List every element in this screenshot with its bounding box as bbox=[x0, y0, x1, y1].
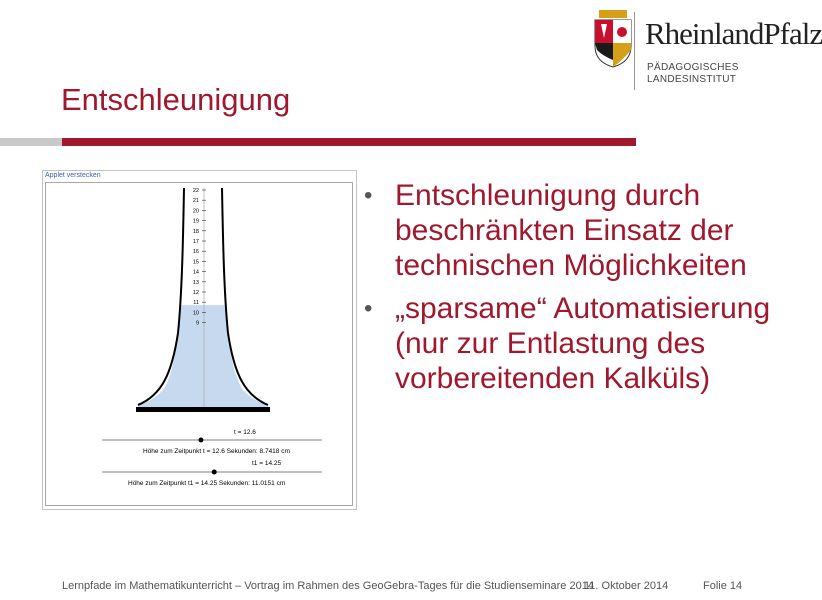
bullet-text: Entschleunigung durch beschränkten Einsatz der technischen Möglichkeiten bbox=[395, 179, 747, 282]
bullet-item bbox=[362, 178, 792, 283]
geogebra-applet[interactable] bbox=[42, 170, 357, 510]
coat-of-arms-icon bbox=[593, 10, 633, 68]
bullet-icon: • bbox=[364, 182, 373, 209]
slider-t1-label: Höhe zum Zeitpunkt t1 = 14.25 Sekunden: 11.0151 cm bbox=[128, 480, 286, 487]
axis-tick-label: 15 bbox=[192, 259, 199, 266]
axis-tick-label: 21 bbox=[192, 198, 199, 205]
axis-tick-label: 22 bbox=[192, 188, 199, 194]
bullet-icon: • bbox=[364, 295, 373, 322]
axis-tick-label: 19 bbox=[192, 218, 199, 225]
axis-tick-label: 17 bbox=[192, 239, 199, 245]
vessel-drawing bbox=[46, 183, 352, 505]
rlp-logo bbox=[593, 10, 822, 90]
slider-t1-knob[interactable] bbox=[212, 470, 217, 475]
logo-subtitle-1: PÄDAGOGISCHES bbox=[647, 62, 739, 73]
axis-tick-label: 20 bbox=[192, 208, 199, 215]
title-underline-gray bbox=[0, 138, 62, 146]
axis-tick-label: 10 bbox=[192, 310, 199, 317]
footer-text: Lernpfade im Mathematikunterricht – Vortrag im Rahmen des GeoGebra-Tages für die Studienseminare 2014 bbox=[62, 580, 594, 592]
slider-t1-value: t1 = 14.25 bbox=[252, 460, 282, 467]
axis-tick-label: 18 bbox=[192, 228, 199, 235]
slider-t-value: t = 12.6 bbox=[234, 429, 256, 436]
bullet-list bbox=[362, 178, 792, 404]
applet-canvas[interactable] bbox=[45, 182, 353, 506]
footer-slide-number: Folie 14 bbox=[703, 580, 743, 592]
axis-tick-label: 9 bbox=[195, 320, 199, 327]
logo-name: RheinlandPfalz bbox=[645, 16, 822, 51]
footer-date: 11. Oktober 2014 bbox=[584, 580, 669, 592]
slide-title: Entschleunigung bbox=[61, 82, 291, 117]
hide-applet-link[interactable]: Applet verstecken bbox=[45, 172, 101, 179]
bullet-item bbox=[362, 291, 792, 396]
title-underline-red bbox=[62, 138, 636, 146]
axis-tick-label: 11 bbox=[193, 300, 199, 307]
bullet-text: „sparsame“ Automatisierung (nur zur Entlastung des vorbereitenden Kalküls) bbox=[395, 292, 771, 395]
logo-divider bbox=[634, 12, 635, 90]
axis-tick-label: 12 bbox=[192, 290, 199, 296]
axis-tick-label: 13 bbox=[192, 279, 199, 286]
slider-t-knob[interactable] bbox=[199, 438, 204, 443]
axis-tick-label: 14 bbox=[192, 269, 199, 276]
logo-subtitle-2: LANDESINSTITUT bbox=[647, 74, 737, 85]
vessel-base bbox=[136, 407, 270, 412]
slider-t-label: Höhe zum Zeitpunkt t = 12.6 Sekunden: 8.7418 cm bbox=[143, 448, 290, 455]
axis-tick-label: 16 bbox=[192, 249, 199, 256]
